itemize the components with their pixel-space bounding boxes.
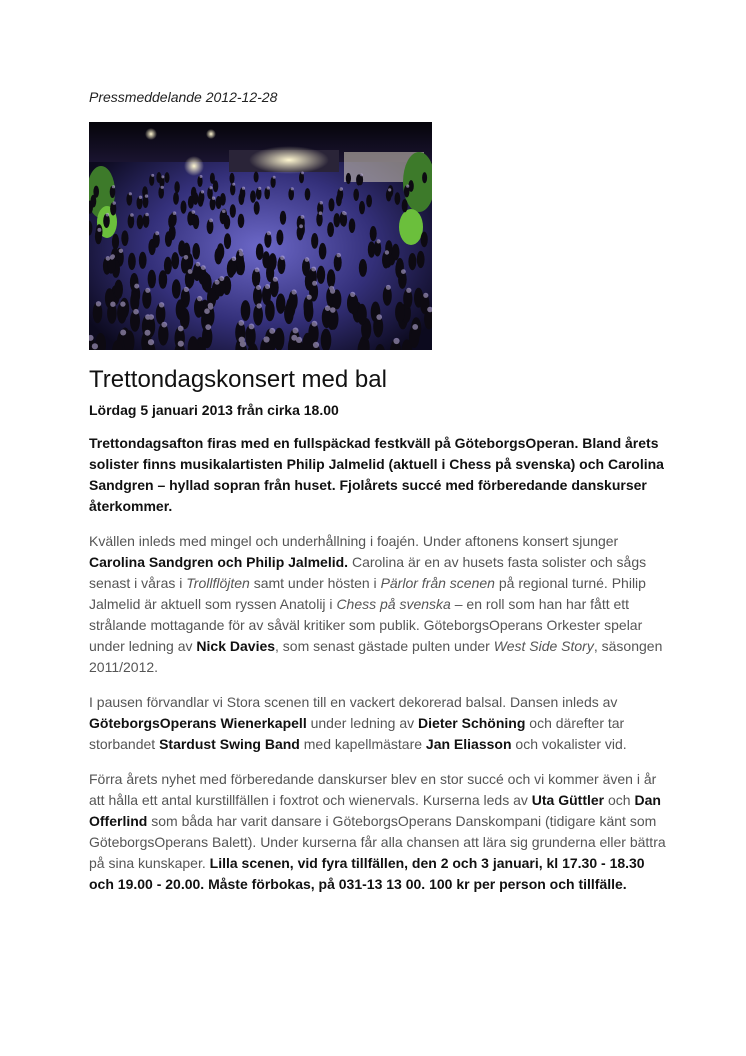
ballroom-photo-icon xyxy=(89,122,432,350)
ball-paragraph: I pausen förvandlar vi Stora scenen till en vackert dekorerad balsal. Dansen inleds av GöteborgsOperans Wienerkapell under ledning av Dieter Schöning och därefter tar storbandet Stardust Swing Band med kapellmästare Jan Eliasson och vokalister vid. xyxy=(89,694,627,752)
press-release-date: Pressmeddelande 2012-12-28 xyxy=(89,89,278,105)
concert-paragraph: Kvällen inleds med mingel och underhållning i foajén. Under aftonens konsert sjunger Carolina Sandgren och Philip Jalmelid. Carolina är en av husets fasta solister och sågs senast i våras i Trollflöjten samt under hösten i Pärlor från scenen på regional turné. Philip Jalmelid är aktuell som ryssen Anatolij i Chess på svenska – en roll som han har fått ett strålande mottagande för av såväl kritiker som publik. GöteborgsOperans Orkester spelar under ledning av Nick Davies, som senast gästade pulten under West Side Story, säsongen 2011/2012. xyxy=(89,533,663,675)
dance-course-paragraph: Förra årets nyhet med förberedande danskurser blev en stor succé och vi kommer även i år att hålla ett antal kurstillfällen i foxtrot och wienervals. Kurserna leds av Uta Güttler och Dan Offerlind som båda har varit dansare i GöteborgsOperans Danskompani (tidigare känt som GöteborgsOperans Balett). Under kurserna får alla chansen att lära sig grunderna eller bättra på sina kunskaper. Lilla scenen, vid fyra tillfällen, den 2 och 3 januari, kl 17.30 - 18.30 och 19.00 - 20.00. Måste förbokas, på 031-13 13 00. 100 kr per person och tillfälle. xyxy=(89,771,666,892)
ballroom-dance-photo xyxy=(89,122,432,350)
event-date-subtitle: Lördag 5 januari 2013 från cirka 18.00 xyxy=(89,402,339,418)
press-release-body xyxy=(89,433,669,909)
press-release-title: Trettondagskonsert med bal xyxy=(89,366,387,393)
lead-paragraph: Trettondagsafton firas med en fullspäckad festkväll på GöteborgsOperan. Bland årets solister finns musikalartisten Philip Jalmelid (aktuell i Chess på svenska) och Carolina Sandgren – hyllad sopran från huset. Fjolårets succé med förberedande danskurser återkommer. xyxy=(89,435,664,514)
